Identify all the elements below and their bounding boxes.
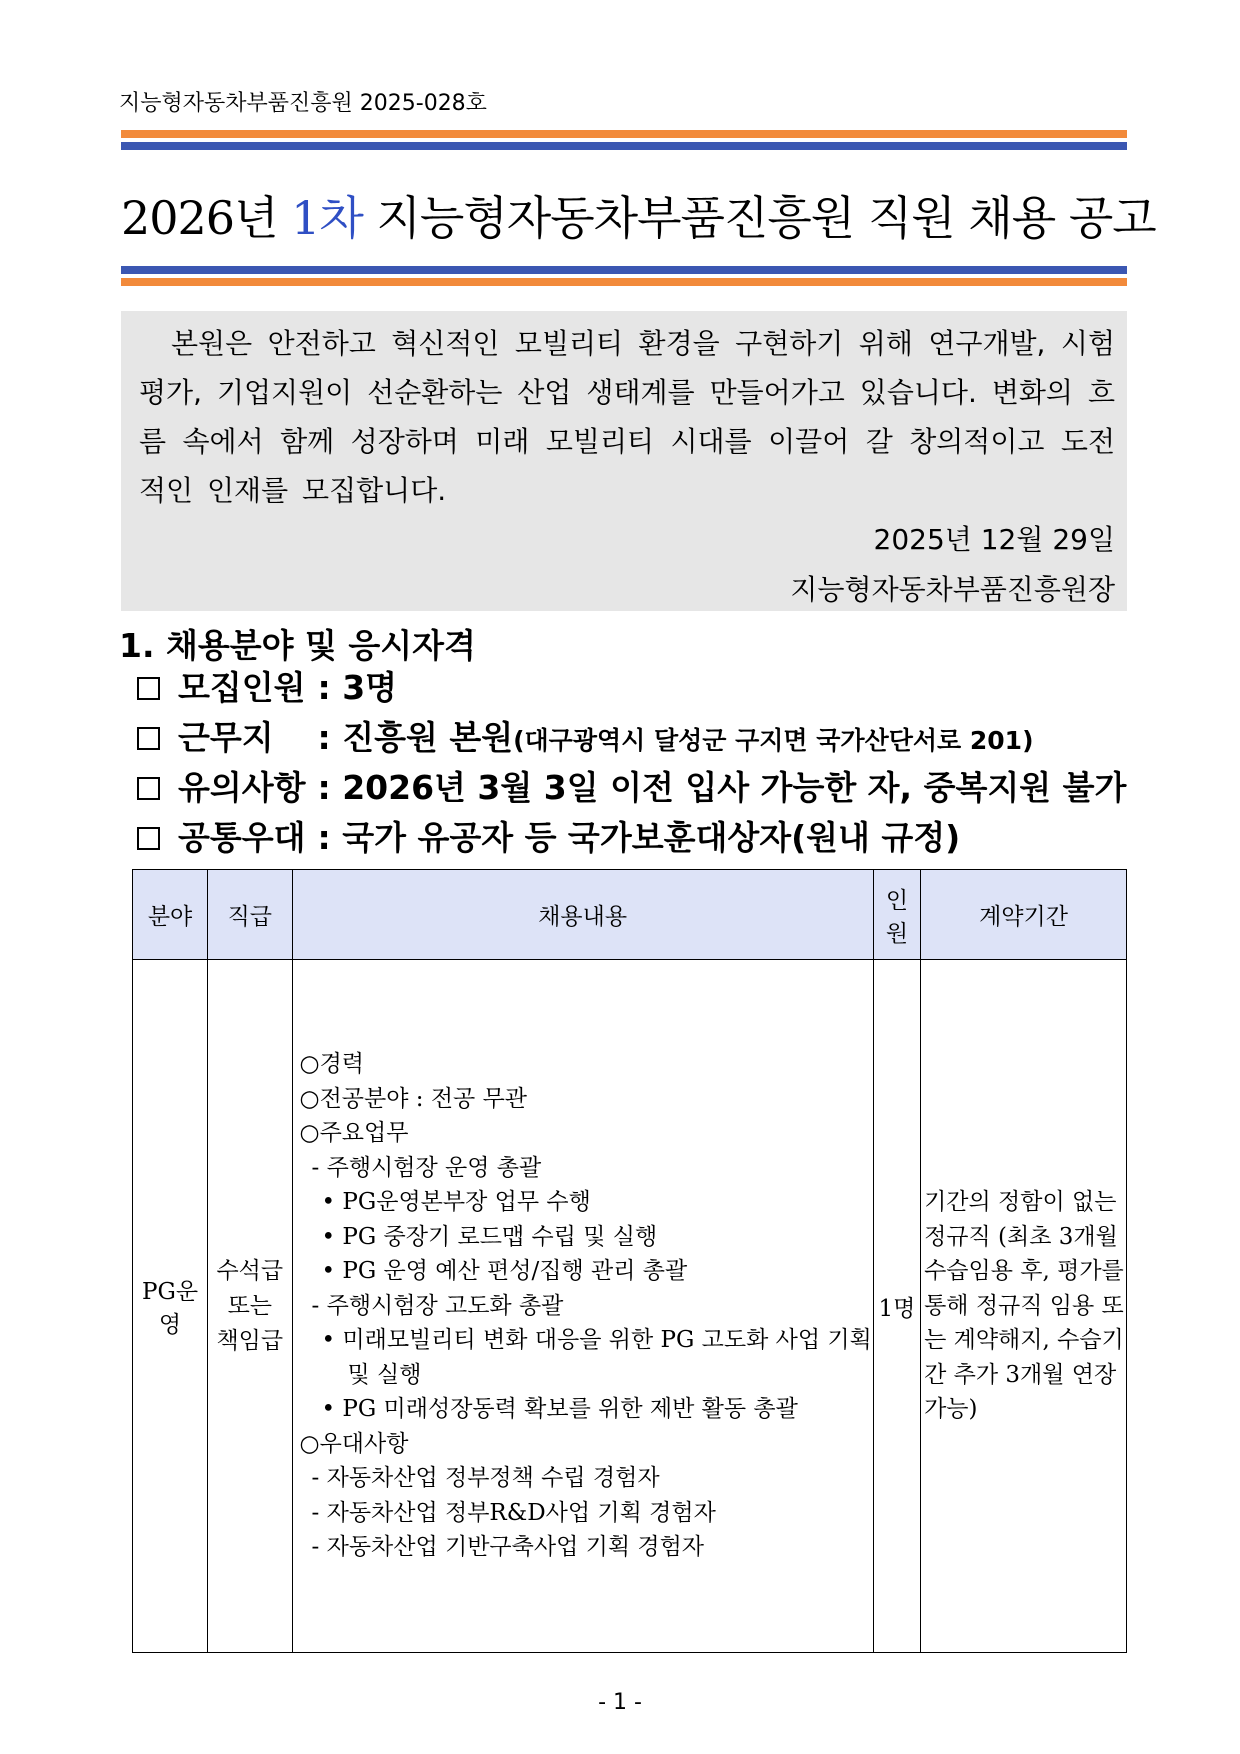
cell-period: 기간의 정함이 없는 정규직 (최초 3개월 수습임용 후, 평가를 통해 정규직 임용 또 는 계약해지, 수습기 간 추가 3개월 연장 가능) — [921, 960, 1127, 1653]
cell-count: 1명 — [873, 960, 920, 1653]
page-title: 2026년 1차 지능형자동차부품진흥원 직원 채용 공고 — [121, 191, 1156, 245]
content-line: ○경력 — [299, 1051, 365, 1078]
content-line: 및 실행 — [347, 1361, 422, 1388]
workplace-address: (대구광역시 달성군 구지면 국가산단서로 201) — [513, 726, 1034, 755]
title-round: 1차 — [291, 191, 363, 245]
content-line: ○전공분야 : 전공 무관 — [299, 1085, 528, 1112]
content-line: • PG운영본부장 업무 수행 — [321, 1189, 591, 1216]
checkbox-icon — [137, 727, 160, 750]
content-line: • PG 운영 예산 편성/집행 관리 총괄 — [321, 1258, 688, 1285]
item-headcount: 모집인원 : 3명 — [137, 662, 397, 709]
section-heading: 1. 채용분야 및 응시자격 — [119, 626, 476, 665]
cell-field: PG운영 — [133, 960, 208, 1653]
table-row — [133, 960, 1127, 1653]
content-line: • 미래모빌리티 변화 대응을 위한 PG 고도화 사업 기획 — [321, 1327, 872, 1354]
document-number: 지능형자동차부품진흥원 2025-028호 — [119, 91, 487, 116]
content-line: - 주행시험장 운영 총괄 — [311, 1154, 542, 1181]
content-line: - 자동차산업 기반구축사업 기획 경험자 — [311, 1534, 705, 1561]
header-field: 분야 — [133, 870, 208, 960]
content-line: ○주요업무 — [299, 1120, 409, 1147]
header-grade: 직급 — [208, 870, 292, 960]
cell-content — [292, 960, 873, 1653]
content-line: - 자동차산업 정부정책 수립 경험자 — [311, 1465, 660, 1492]
header-content: 채용내용 — [292, 870, 873, 960]
intro-box — [121, 311, 1127, 611]
page-number: - 1 - — [598, 1690, 642, 1715]
checkbox-icon — [137, 677, 160, 700]
signer: 지능형자동차부품진흥원장 — [790, 573, 1115, 606]
recruitment-table — [132, 869, 1127, 1653]
header-rule-bottom — [121, 266, 1127, 286]
content-line: - 자동차산업 정부R&D사업 기획 경험자 — [311, 1499, 716, 1526]
header-rule-top — [121, 130, 1127, 150]
header-count: 인원 — [873, 870, 920, 960]
content-line: • PG 미래성장동력 확보를 위한 제반 활동 총괄 — [321, 1396, 798, 1423]
item-workplace: 근무지 : 진흥원 본원(대구광역시 달성군 구지면 국가산단서로 201) — [137, 712, 1034, 759]
item-notice: 유의사항 : 2026년 3월 3일 이전 입사 가능한 자, 중복지원 불가 — [137, 762, 1126, 809]
checkbox-icon — [137, 827, 160, 850]
item-preference: 공통우대 : 국가 유공자 등 국가보훈대상자(원내 규정) — [137, 812, 960, 859]
table-header-row — [133, 870, 1127, 960]
content-line: - 주행시험장 고도화 총괄 — [311, 1292, 564, 1319]
intro-text: 본원은 안전하고 혁신적인 모빌리티 환경을 구현하기 위해 연구개발, 시험평가, 기업지원이 선순환하는 산업 생태계를 만들어가고 있습니다. 변화의 흐름 속에서 함께 성장하며 미래 모빌리티 시대를 이끌어 갈 창의적이고 도전적인 인재를 모집합니다. — [139, 327, 1115, 507]
announcement-date: 2025년 12월 29일 — [873, 523, 1115, 556]
content-line: • PG 중장기 로드맵 수립 및 실행 — [321, 1223, 658, 1250]
checkbox-icon — [137, 777, 160, 800]
header-period: 계약기간 — [921, 870, 1127, 960]
content-line: ○우대사항 — [299, 1430, 409, 1457]
cell-grade: 수석급 또는 책임급 — [208, 960, 292, 1653]
